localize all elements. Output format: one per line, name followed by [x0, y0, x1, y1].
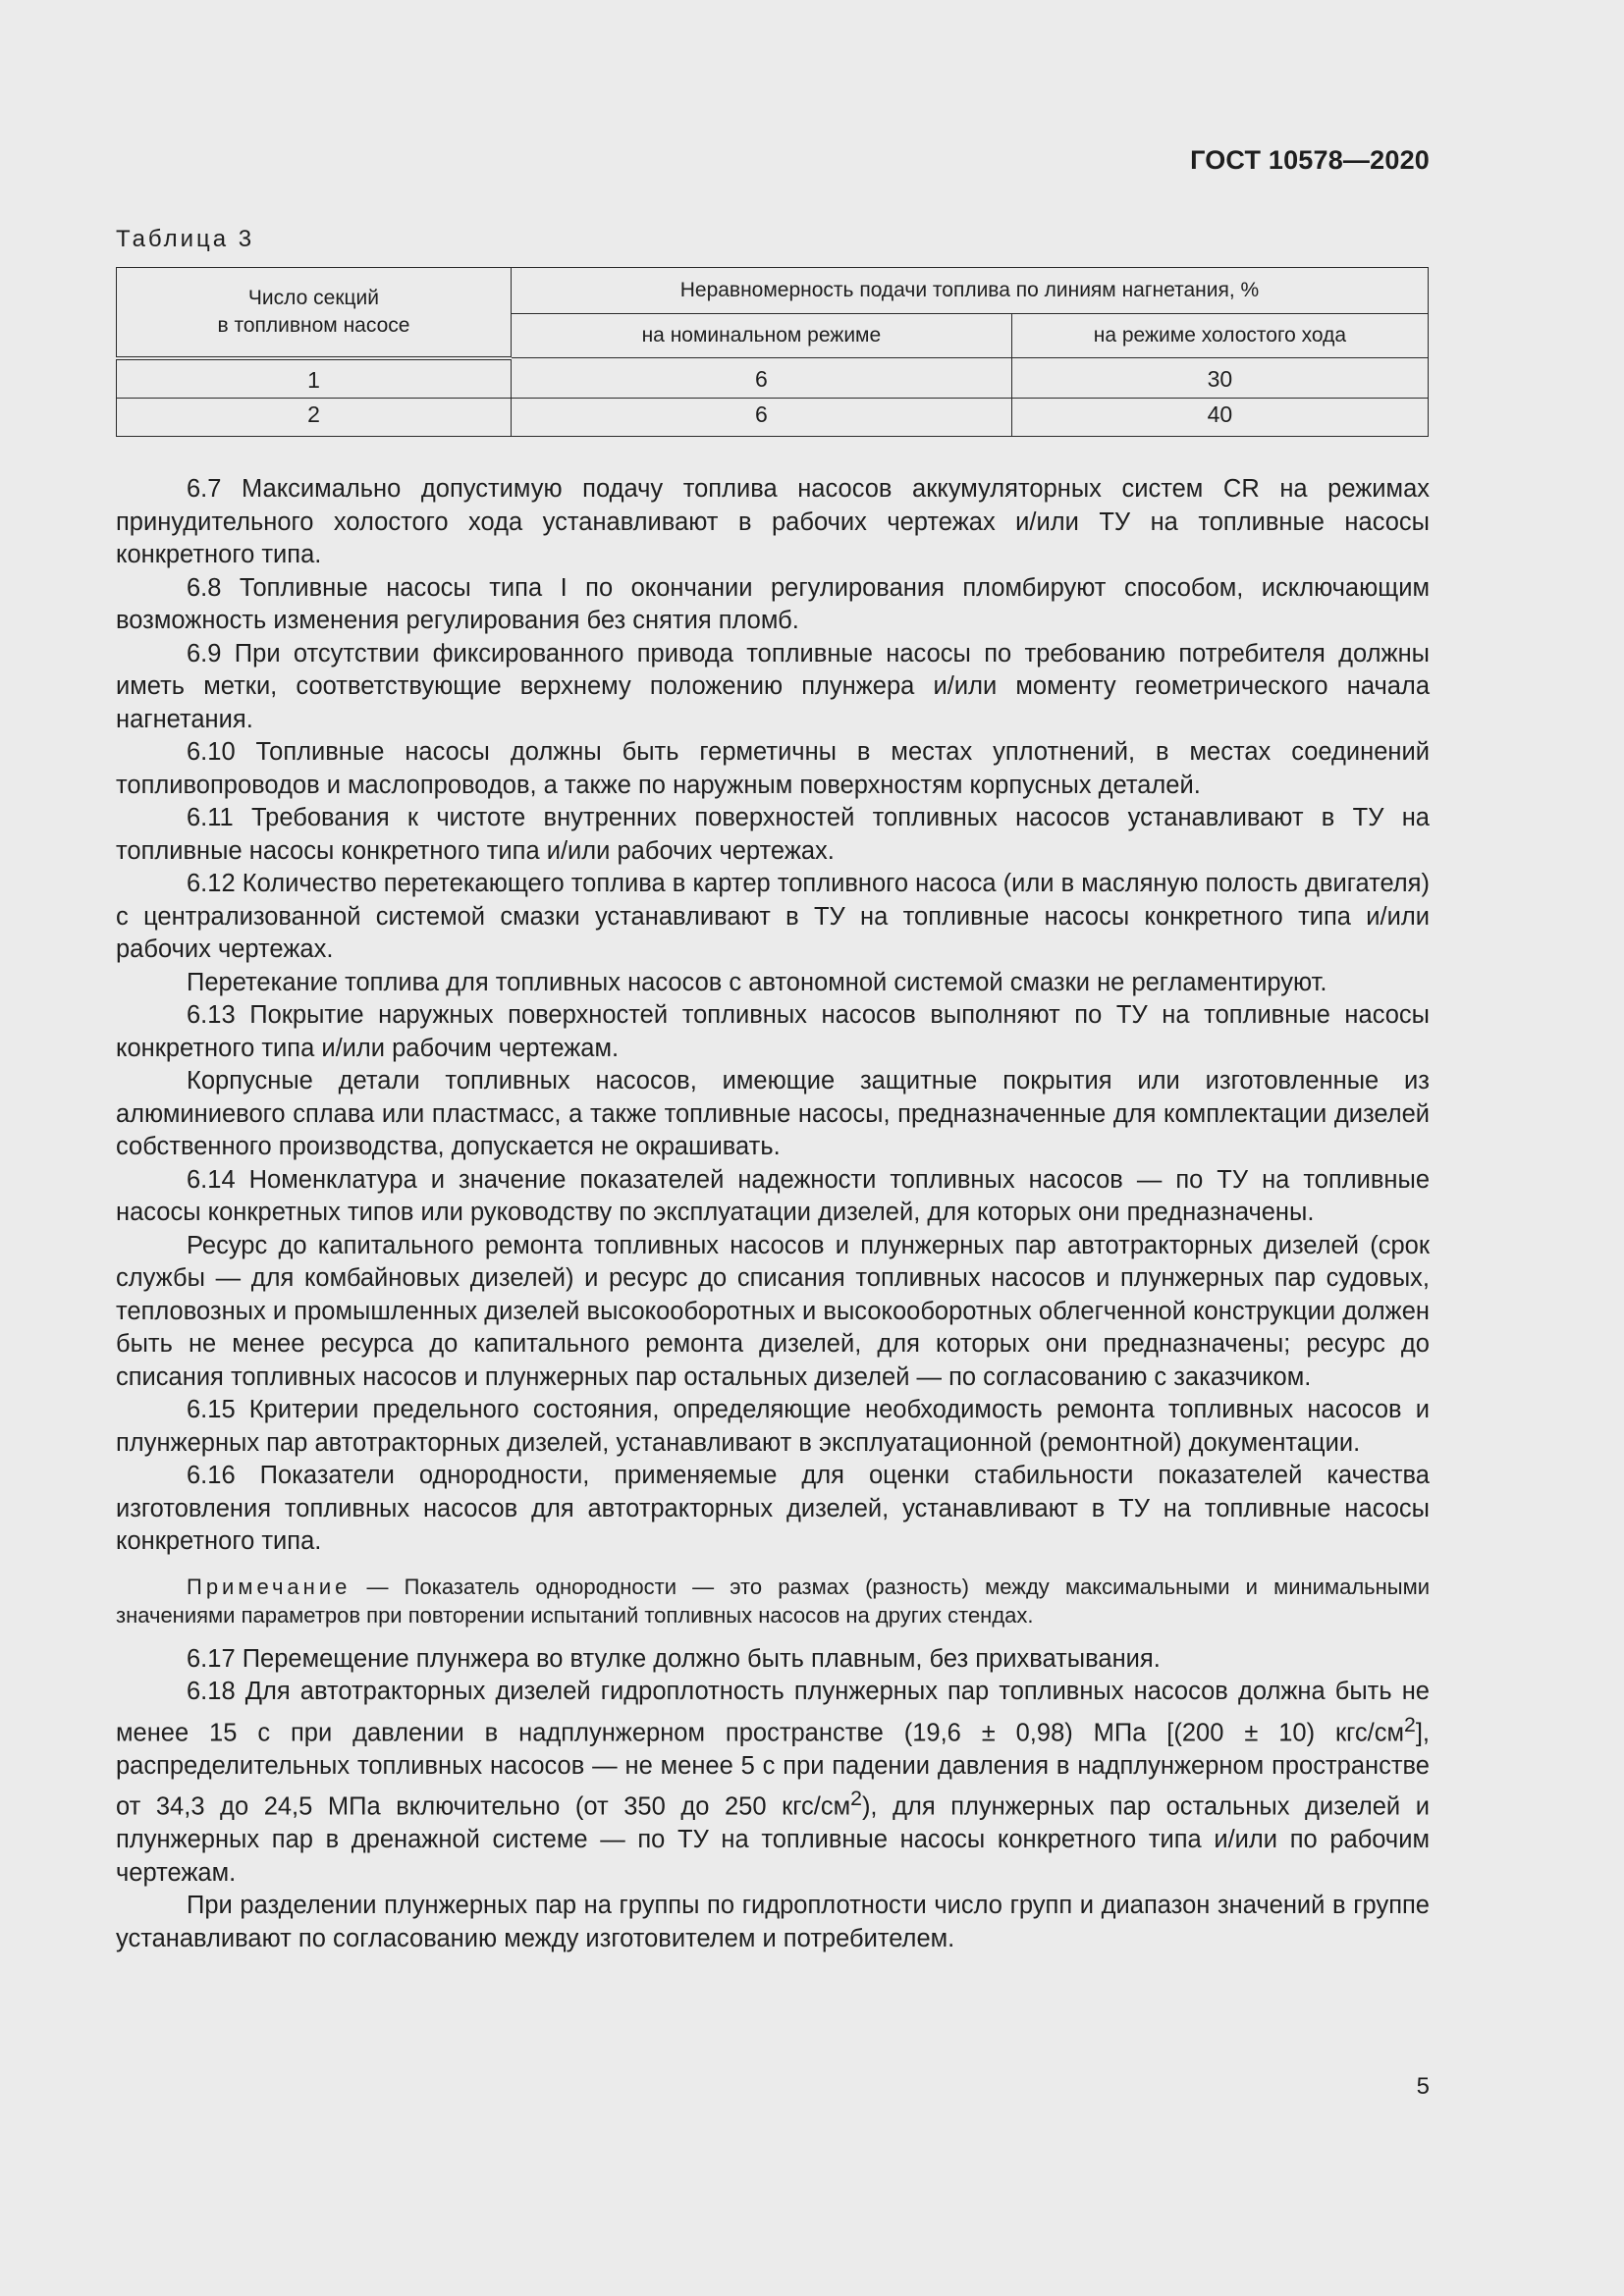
paragraph-6-18-cont: При разделении плунжерных пар на группы по гидроплотности число групп и диапазон значений в группе устанавливают по согласованию между изготовителем и потребителем. — [116, 1892, 1430, 1952]
table-cell-nominal: 6 — [511, 398, 1011, 436]
paragraph-6-8: 6.8 Топливные насосы типа I по окончании регулирования пломбируют способом, исключающим возможность изменения регулирования без снятия пломб. — [116, 573, 1430, 634]
table-header-sections-text: Число секций в топливном насосе — [217, 286, 410, 337]
table-row — [117, 398, 1429, 436]
table-cell-idle: 30 — [1011, 358, 1428, 399]
paragraph-6-18 — [116, 1676, 1430, 1890]
paragraph-6-10: 6.10 Топливные насосы должны быть герметичны в местах уплотнений, в местах соединений топливопроводов и маслопроводов, а также по наружным поверхностям корпусных деталей. — [116, 738, 1430, 799]
note-text: — Показатель однородности — это размах (разность) между максимальными и минимальными значениями параметров при повторении испытаний топливных насосов на других стендах. — [116, 1574, 1430, 1628]
table-caption: Таблица 3 — [116, 226, 255, 252]
table-header-sections — [117, 268, 512, 358]
paragraph-6-13: 6.13 Покрытие наружных поверхностей топливных насосов выполняют по ТУ на топливные насосы конкретного типа и/или рабочим чертежам. — [116, 1001, 1430, 1062]
paragraph-6-17: 6.17 Перемещение плунжера во втулке должно быть плавным, без прихватывания. — [187, 1644, 1161, 1673]
table-cell-sections: 1 — [117, 358, 512, 399]
table-header-nominal: на номинальном режиме — [511, 314, 1011, 358]
table-row — [117, 358, 1429, 399]
note-label: Примечание — [187, 1574, 352, 1599]
superscript-square-2: 2 — [850, 1787, 862, 1810]
paragraph-6-12: 6.12 Количество перетекающего топлива в картер топливного насоса (или в масляную полость двигателя) с централизованной системой смазки устанавливают в ТУ на топливные насосы конкретного типа и/или рабочих чертежах. — [116, 870, 1430, 963]
fuel-delivery-table — [116, 267, 1429, 437]
paragraph-6-9: 6.9 При отсутствии фиксированного привода топливные насосы по требованию потребителя должны иметь метки, соответствующие верхнему положению плунжера и/или моменту геометрического начала нагнетания. — [116, 639, 1430, 733]
paragraph-6-16: 6.16 Показатели однородности, применяемые для оценки стабильности показателей качества изготовления топливных насосов для автотракторных дизелей, устанавливают в ТУ на топливные насосы конкретного типа. — [116, 1462, 1430, 1555]
paragraph-6-12-cont: Перетекание топлива для топливных насосов с автономной системой смазки не регламентируют. — [187, 968, 1327, 996]
table-header-idle: на режиме холостого хода — [1011, 314, 1428, 358]
table-cell-sections: 2 — [117, 398, 512, 436]
paragraph-6-14: 6.14 Номенклатура и значение показателей надежности топливных насосов — по ТУ на топливные насосы конкретных типов или руководству по эксплуатации дизелей, для которых они предназначены. — [116, 1165, 1430, 1226]
table-header-group: Неравномерность подачи топлива по линиям нагнетания, % — [511, 268, 1428, 314]
body-text — [116, 473, 1430, 1955]
paragraph-6-7: 6.7 Максимально допустимую подачу топлива насосов аккумуляторных систем CR на режимах принудительного холостого хода устанавливают в рабочих чертежах и/или ТУ на топливные насосы конкретного типа. — [116, 475, 1430, 568]
paragraph-6-18-part-a: 6.18 Для автотракторных дизелей гидроплотность плунжерных пар топливных насосов должна быть не менее 15 с при давлении в надплунжерном пространстве (19,6 ± 0,98) МПа [(200 ± 10) кгс/см — [116, 1678, 1430, 1746]
table-cell-nominal: 6 — [511, 358, 1011, 399]
paragraph-6-13-cont: Корпусные детали топливных насосов, имеющие защитные покрытия или изготовленные из алюминиевого сплава или пластмасс, а также топливные насосы, предназначенные для комплектации дизелей собственного производства, допускается не окрашивать. — [116, 1067, 1430, 1160]
note-paragraph — [116, 1573, 1430, 1629]
document-code-header: ГОСТ 10578—2020 — [1190, 145, 1430, 175]
paragraph-6-15: 6.15 Критерии предельного состояния, определяющие необходимость ремонта топливных насосов и плунжерных пар автотракторных дизелей, устанавливают в эксплуатационной (ремонтной) документации. — [116, 1396, 1430, 1457]
superscript-square-1: 2 — [1404, 1712, 1416, 1736]
paragraph-6-11: 6.11 Требования к чистоте внутренних поверхностей топливных насосов устанавливают в ТУ на топливные насосы конкретного типа и/или рабочих чертежах. — [116, 804, 1430, 865]
table-cell-idle: 40 — [1011, 398, 1428, 436]
paragraph-6-18-part-b: ], распределительных топливных насосов — не менее 5 с при падении давления в надплунжерном пространстве от 34,3 до 24,5 МПа включительно (от 350 до 250 кгс/см — [116, 1719, 1430, 1821]
paragraph-6-18-part-c: ), для плунжерных пар остальных дизелей и плунжерных пар в дренажной системе — по ТУ на топливные насосы конкретного типа и/или по рабочим чертежам. — [116, 1792, 1430, 1887]
page-number: 5 — [1416, 2073, 1430, 2100]
paragraph-6-14-cont: Ресурс до капитального ремонта топливных насосов и плунжерных пар автотракторных дизелей (срок службы — для комбайновых дизелей) и ресурс до списания топливных насосов и плунжерных пар судовых, тепловозных и промышленных дизелей высокооборотных и высокооборотных облегченной конструкции должен быть не менее ресурса до капитального ремонта дизелей, для которых они предназначены; ресурс до списания топливных насосов и плунжерных пар остальных дизелей — по согласованию с заказчиком. — [116, 1231, 1430, 1391]
